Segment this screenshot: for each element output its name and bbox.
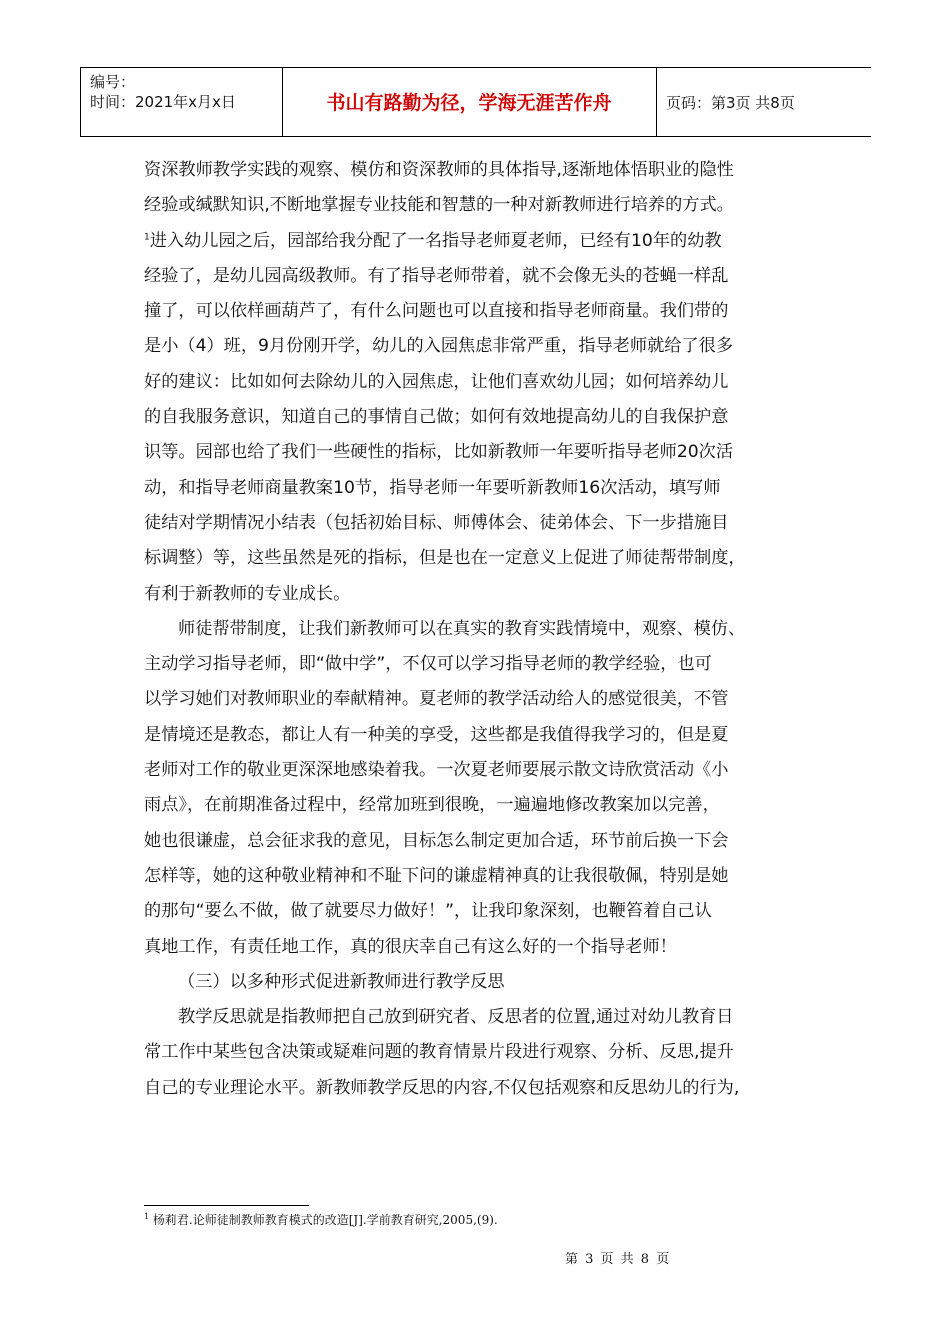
body-line: 真地工作，有责任地工作，真的很庆幸自己有这么好的一个指导老师！ [144,936,677,957]
footnote-text: 杨莉君.论师徒制教师教育模式的改造[J].学前教育研究,2005,(9). [152,1213,498,1227]
body-line: 经验或缄默知识,不断地掌握专业技能和智慧的一种对新教师进行培养的方式。 [144,195,734,216]
body-line: 常工作中某些包含决策或疑难问题的教育情景片段进行观察、分析、反思,提升 [144,1042,734,1063]
body-line: 有利于新教师的专业成长。 [144,583,351,604]
body-line: 自己的专业理论水平。新教师教学反思的内容,不仅包括观察和反思幼儿的行为, [144,1077,740,1098]
body-line: 怎样等，她的这种敬业精神和不耻下问的谦虚精神真的让我很敬佩，特别是她 [144,865,729,886]
body-line: 资深教师教学实践的观察、模仿和资深教师的具体指导,逐渐地体悟职业的隐性 [144,160,734,180]
page-footer: 第 3 页 共 8 页 [565,1252,670,1267]
footnote [144,1211,498,1228]
header-divider-left [80,67,81,137]
body-line: 的那句“要么不做，做了就要尽力做好！”，让我印象深刻，也鞭笞着自己认 [144,901,712,922]
number-label: 编号： [90,73,136,91]
body-line: 她也很谦虚，总会征求我的意见，目标怎么制定更加合适，环节前后换一下会 [144,830,729,851]
header-top-rule [80,67,871,68]
header-motto: 书山有路勤为径，学海无涯苦作舟 [326,92,612,114]
body-line: 的自我服务意识，知道自己的事情自己做；如何有效地提高幼儿的自我保护意 [144,407,729,428]
body-line: 动，和指导老师商量教案10节，指导老师一年要听新教师16次活动，填写师 [144,477,721,498]
header-meta [90,72,236,112]
footnote-rule [144,1205,309,1206]
body-line: 是情境还是教态，都让人有一种美的享受，这些都是我值得我学习的，但是夏 [144,724,729,745]
footnote-mark: 1 [144,1212,150,1221]
footnote-reference: 1 [144,231,150,242]
header-bottom-rule [80,136,871,137]
body-line: 主动学习指导老师，即“做中学”，不仅可以学习指导老师的教学经验，也可 [144,654,712,675]
section-heading: （三）以多种形式促进新教师进行教学反思 [178,971,505,992]
body-line: 以学习她们对教师职业的奉献精神。夏老师的教学活动给人的感觉很美，不管 [144,689,729,710]
time-label: 时间：2021年x月x日 [90,93,236,111]
body-line: 师徒帮带制度，让我们新教师可以在真实的教育实践情境中，观察、模仿、 [178,618,746,639]
document-body [144,153,834,1106]
header-page-code: 页码：第3页 共8页 [666,94,795,112]
body-line-with-footnote [144,224,834,259]
header-divider-2 [656,67,657,137]
body-line: 雨点》，在前期准备过程中，经常加班到很晚，一遍遍地修改教案加以完善， [144,795,720,816]
body-line: 教学反思就是指教师把自己放到研究者、反思者的位置,通过对幼儿教育日 [178,1007,734,1028]
body-line-text: 进入幼儿园之后，园部给我分配了一名指导老师夏老师，已经有10年的幼教 [149,230,722,251]
body-line: 老师对工作的敬业更深深地感染着我。一次夏老师要展示散文诗欣赏活动《小 [144,760,729,781]
body-line: 识等。园部也给了我们一些硬性的指标，比如新教师一年要听指导老师20次活 [144,442,734,463]
body-line: 标调整）等，这些虽然是死的指标，但是也在一定意义上促进了师徒帮带制度， [144,548,746,569]
body-line: 徒结对学期情况小结表（包括初始目标、师傅体会、徒弟体会、下一步措施目 [144,512,729,533]
body-line: 好的建议：比如如何去除幼儿的入园焦虑，让他们喜欢幼儿园；如何培养幼儿 [144,371,729,392]
body-line: 是小（4）班，9月份刚开学，幼儿的入园焦虑非常严重，指导老师就给了很多 [144,336,734,357]
body-line: 经验了，是幼儿园高级教师。有了指导老师带着，就不会像无头的苍蝇一样乱 [144,265,729,286]
body-line: 撞了，可以依样画葫芦了，有什么问题也可以直接和指导老师商量。我们带的 [144,301,729,322]
